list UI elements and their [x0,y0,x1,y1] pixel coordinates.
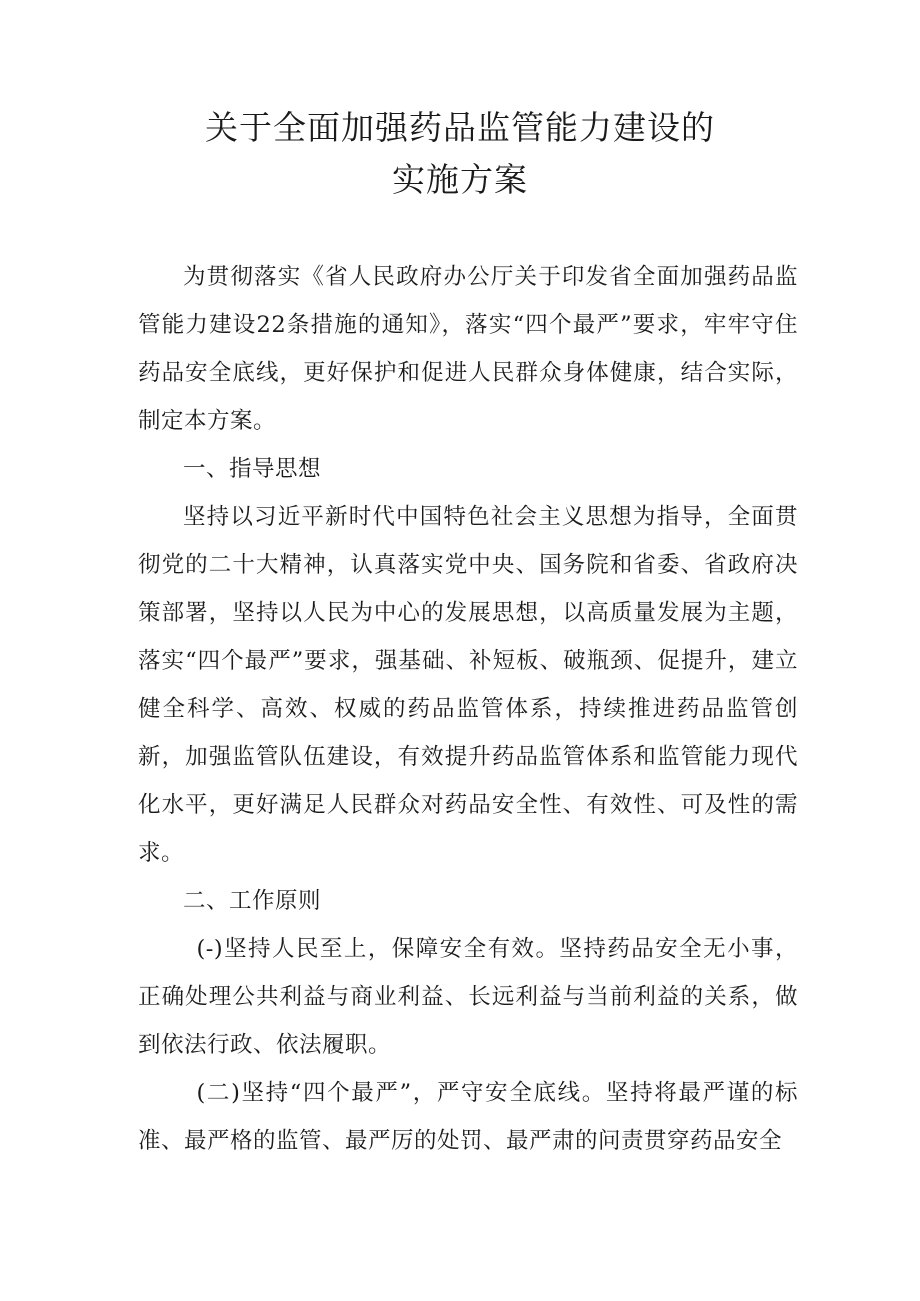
title-line-1: 关于全面加强药品监管能力建设的 [205,108,715,147]
principle-1-paragraph: (-)坚持人民至上，保障安全有效。坚持药品安全无小事，正确处理公共利益与商业利益、长远利益与当前利益的关系，做到依法行政、依法履职。 [138,936,798,1058]
section-heading-guiding-ideology: 一、指导思想 [183,456,322,482]
section-heading-work-principles: 二、工作原则 [183,888,322,914]
guiding-ideology-paragraph: 坚持以习近平新时代中国特色社会主义思想为指导，全面贯彻党的二十大精神，认真落实党中央、国务院和省委、省政府决策部署，坚持以人民为中心的发展思想，以高质量发展为主题，落实“四个最严”要求，强基础、补短板、破瓶颈、促提升，建立健全科学、高效、权威的药品监管体系，持续推进药品监管创新，加强监管队伍建设，有效提升药品监管体系和监管能力现代化水平，更好满足人民群众对药品安全性、有效性、可及性的需求。 [138,504,798,866]
intro-paragraph: 为贯彻落实《省人民政府办公厅关于印发省全面加强药品监管能力建设22条措施的通知》，落实“四个最严”要求，牢牢守住药品安全底线，更好保护和促进人民群众身体健康，结合实际，制定本方案。 [138,264,798,434]
principle-2-paragraph: (二)坚持“四个最严”，严守安全底线。坚持将最严谨的标准、最严格的监管、最严厉的处罚、最严肃的问责贯穿药品安全 [138,1080,798,1154]
document-title [0,102,920,206]
title-line-2: 实施方案 [392,160,528,199]
document-body [138,253,798,1165]
